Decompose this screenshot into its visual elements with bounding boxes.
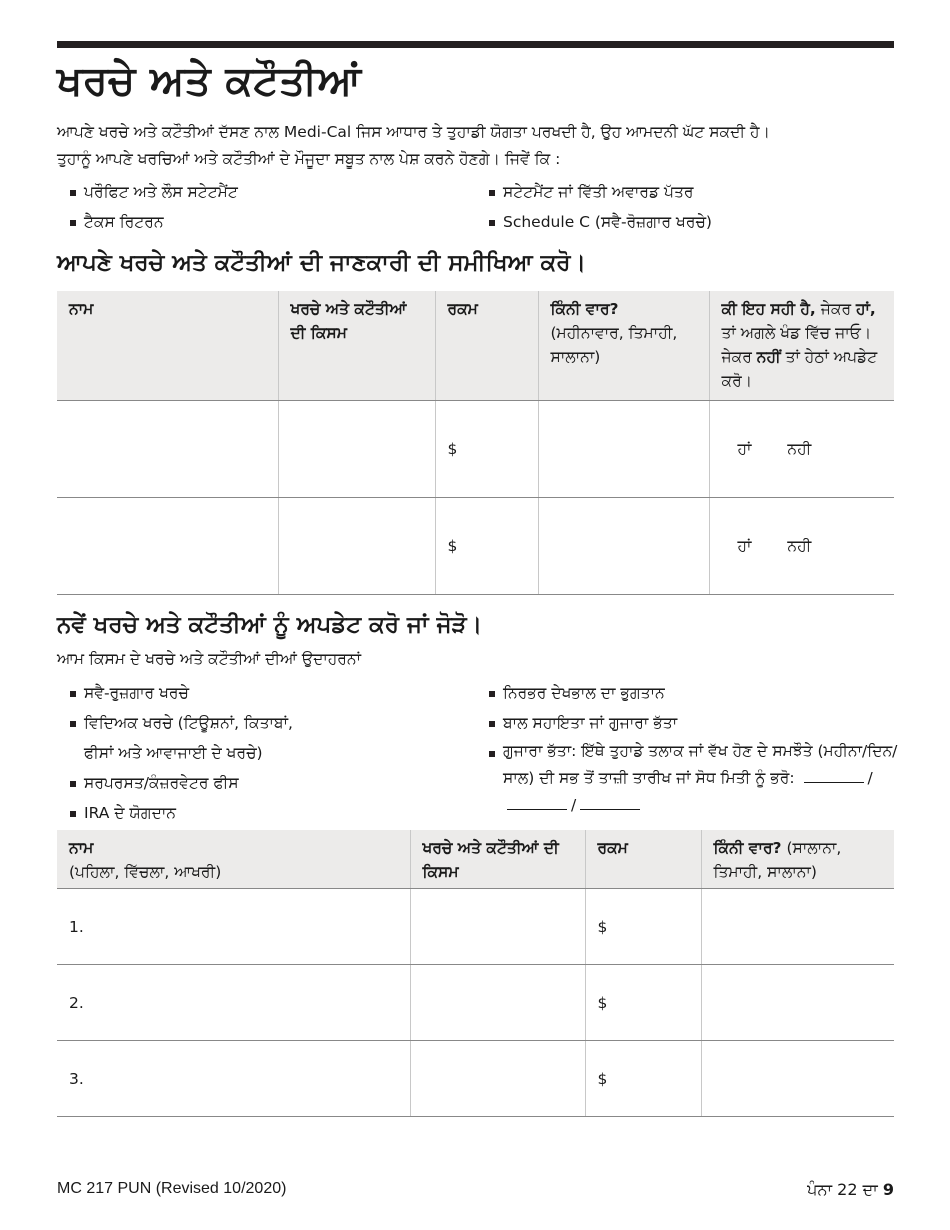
frequency-cell[interactable] [701, 965, 894, 1041]
col-amount-header: ਰਕਮ [585, 830, 701, 889]
examples-subtitle: ਆਮ ਕਿਸਮ ਦੇ ਖਰਚੇ ਅਤੇ ਕਟੌਤੀਆਂ ਦੀਆਂ ਉਦਾਹਰਨਾਂ [57, 650, 361, 668]
correct-cell [709, 498, 894, 595]
type-cell[interactable] [410, 965, 585, 1041]
list-item: IRA ਦੇ ਯੋਗਦਾਨ [70, 798, 293, 828]
frequency-cell[interactable] [538, 498, 709, 595]
correct-cell [709, 401, 894, 498]
name-cell[interactable] [57, 401, 278, 498]
alimony-item: ਗੁਜਾਰਾ ਭੱਤਾ: ਇੱਥੇ ਤੁਹਾਡੇ ਤਲਾਕ ਜਾਂ ਵੱਖ ਹੋਣ ਦੇ ਸਮਝੌਤੇ (ਮਹੀਨਾ/ਦਿਨ/ਸਾਲ) ਦੀ ਸਭ ਤੋਂ ਤਾਜ਼ੀ ਤਾਰੀਖ ਜਾਂ ਸੋਧ ਮਿਤੀ ਨੂੰ ਭਰੋ: // [489, 738, 903, 819]
name-cell[interactable] [57, 498, 278, 595]
review-table [57, 291, 894, 595]
col-name-header: ਨਾਮ (ਪਹਿਲਾ, ਵਿੱਚਲਾ, ਆਖਰੀ) [57, 830, 410, 889]
no-option[interactable]: ਨਹੀ [787, 439, 812, 458]
amount-cell[interactable]: $ [435, 401, 538, 498]
yes-option[interactable]: ਹਾਂ [737, 439, 752, 458]
frequency-cell[interactable] [538, 401, 709, 498]
page-number: ਪੰਨਾ 22 ਦਾ 9 [807, 1180, 894, 1199]
table-row [57, 889, 894, 965]
amount-cell[interactable]: $ [585, 1041, 701, 1117]
list-item: ਵਿਦਿਅਕ ਖਰਚੇ (ਟਿਊਸ਼ਨਾਂ, ਕਿਤਾਬਾਂ, [70, 708, 293, 738]
examples-list-left [70, 678, 293, 828]
col-name-header: ਨਾਮ [57, 291, 278, 401]
list-item: ਟੈਕਸ ਰਿਟਰਨ [70, 207, 238, 237]
name-cell[interactable]: 3. [57, 1041, 410, 1117]
intro-line-2: ਤੁਹਾਨੂੰ ਆਪਣੇ ਖਰਚਿਆਂ ਅਤੇ ਕਟੌਤੀਆਂ ਦੇ ਮੌਜੂਦਾ ਸਬੂਤ ਨਾਲ ਪੇਸ਼ ਕਰਨੇ ਹੋਣਗੇ। ਜਿਵੇਂ ਕਿ : [57, 150, 561, 168]
amount-cell[interactable]: $ [435, 498, 538, 595]
examples-list-right [489, 678, 903, 819]
list-item: ਸਰਪਰਸਤ/ਕੰਜ਼ਰਵੇਟਰ ਫੀਸ [70, 768, 293, 798]
name-cell[interactable]: 2. [57, 965, 410, 1041]
type-cell[interactable] [278, 401, 435, 498]
month-blank[interactable] [804, 768, 864, 783]
col-type-header: ਖਰਚੇ ਅਤੇ ਕਟੌਤੀਆਂ ਦੀ ਕਿਸਮ [410, 830, 585, 889]
frequency-cell[interactable] [701, 889, 894, 965]
list-item: ਪਰੌਫਿਟ ਅਤੇ ਲੌਸ ਸਟੇਟਮੈਂਟ [70, 177, 238, 207]
table-row [57, 965, 894, 1041]
table-row [57, 1041, 894, 1117]
type-cell[interactable] [278, 498, 435, 595]
proof-list-left [70, 177, 238, 237]
col-type-header: ਖਰਚੇ ਅਤੇ ਕਟੌਤੀਆਂ ਦੀ ਕਿਸਮ [278, 291, 435, 401]
day-blank[interactable] [507, 795, 567, 810]
type-cell[interactable] [410, 889, 585, 965]
intro-text [57, 119, 897, 173]
list-item: ਸਵੈ-ਰੁਜ਼ਗਾਰ ਖਰਚੇ [70, 678, 293, 708]
list-item: ਬਾਲ ਸਹਾਇਤਾ ਜਾਂ ਗੁਜਾਰਾ ਭੱਤਾ [489, 708, 903, 738]
update-heading: ਨਵੇਂ ਖਰਚੇ ਅਤੇ ਕਟੌਤੀਆਂ ਨੂੰ ਅਪਡੇਟ ਕਰੋ ਜਾਂ ਜੋੜੋ। [57, 612, 483, 638]
form-id: MC 217 PUN (Revised 10/2020) [57, 1180, 287, 1197]
amount-cell[interactable]: $ [585, 965, 701, 1041]
no-option[interactable]: ਨਹੀ [787, 536, 812, 555]
col-correct-header: ਕੀ ਇਹ ਸਹੀ ਹੈ, ਜੇਕਰ ਹਾਂ, ਤਾਂ ਅਗਲੇ ਖੰਡ ਵਿੱਚ ਜਾਓ। ਜੇਕਰ ਨਹੀਂ ਤਾਂ ਹੇਠਾਂ ਅਪਡੇਟ ਕਰੋ। [709, 291, 894, 401]
name-cell[interactable]: 1. [57, 889, 410, 965]
table-row [57, 498, 894, 595]
update-table [57, 830, 894, 1117]
review-table-header [57, 291, 894, 401]
amount-cell[interactable]: $ [585, 889, 701, 965]
type-cell[interactable] [410, 1041, 585, 1117]
table-row [57, 401, 894, 498]
list-item: Schedule C (ਸਵੈ-ਰੋਜ਼ਗਾਰ ਖਰਚੇ) [489, 207, 712, 237]
yes-option[interactable]: ਹਾਂ [737, 536, 752, 555]
frequency-cell[interactable] [701, 1041, 894, 1117]
col-frequency-header: ਕਿੰਨੀ ਵਾਰ? (ਸਾਲਾਨਾ, ਤਿਮਾਹੀ, ਸਾਲਾਨਾ) [701, 830, 894, 889]
page-title: ਖਰਚੇ ਅਤੇ ਕਟੌਤੀਆਂ [57, 58, 362, 104]
review-heading: ਆਪਣੇ ਖਰਚੇ ਅਤੇ ਕਟੌਤੀਆਂ ਦੀ ਜਾਣਕਾਰੀ ਦੀ ਸਮੀਖਿਆ ਕਰੋ। [57, 250, 587, 276]
proof-list-right [489, 177, 712, 237]
list-item-continued: ਫੀਸਾਂ ਅਤੇ ਆਵਾਜਾਈ ਦੇ ਖਰਚੇ) [84, 744, 263, 762]
update-table-header [57, 830, 894, 889]
col-amount-header: ਰਕਮ [435, 291, 538, 401]
col-frequency-header: ਕਿੰਨੀ ਵਾਰ? (ਮਹੀਨਾਵਾਰ, ਤਿਮਾਹੀ, ਸਾਲਾਨਾ) [538, 291, 709, 401]
list-item: ਨਿਰਭਰ ਦੇਖਭਾਲ ਦਾ ਭੁਗਤਾਨ [489, 678, 903, 708]
intro-line-1: ਆਪਣੇ ਖਰਚੇ ਅਤੇ ਕਟੌਤੀਆਂ ਦੱਸਣ ਨਾਲ Medi-Cal ਜਿਸ ਆਧਾਰ ਤੇ ਤੁਹਾਡੀ ਯੋਗਤਾ ਪਰਖਦੀ ਹੈ, ਉਹ ਆਮਦਨੀ ਘੱਟ ਸਕਦੀ ਹੈ। [57, 123, 770, 141]
list-item: ਸਟੇਟਮੈਂਟ ਜਾਂ ਵਿੱਤੀ ਅਵਾਰਡ ਪੱਤਰ [489, 177, 712, 207]
top-rule [57, 41, 894, 48]
year-blank[interactable] [580, 795, 640, 810]
